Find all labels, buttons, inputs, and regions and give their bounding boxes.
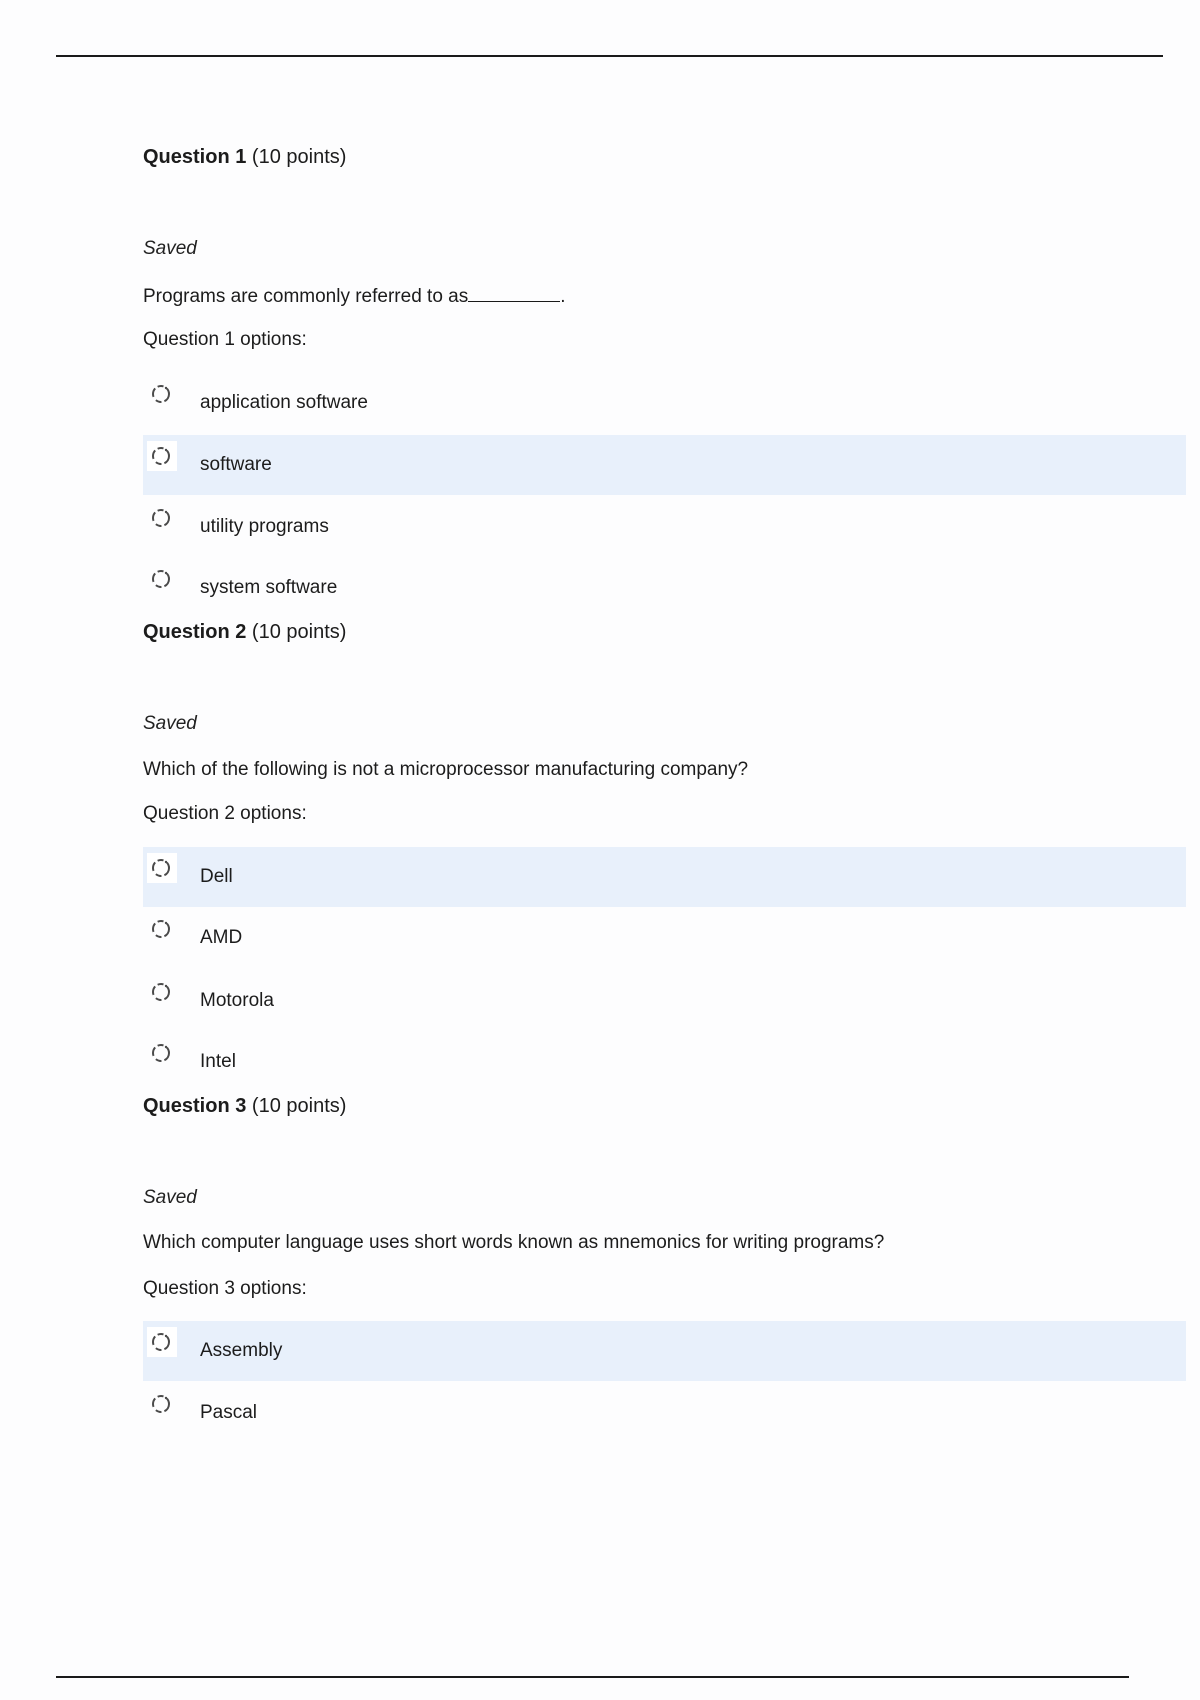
option-software[interactable] bbox=[143, 435, 1186, 495]
option-pascal[interactable] bbox=[143, 1383, 1186, 1443]
radio-button-icon[interactable] bbox=[147, 1038, 177, 1068]
saved-status: Saved bbox=[143, 1187, 197, 1208]
option-label: Intel bbox=[200, 1051, 236, 1072]
question-title: Question 1 bbox=[143, 146, 247, 168]
question-prompt bbox=[143, 283, 566, 309]
question-prompt: Which of the following is not a microprocessor manufacturing company? bbox=[143, 759, 749, 780]
option-application-software[interactable] bbox=[143, 373, 1186, 433]
radio-button-icon[interactable] bbox=[147, 503, 177, 533]
option-dell[interactable] bbox=[143, 847, 1186, 907]
bottom-divider bbox=[56, 1676, 1129, 1678]
fill-in-blank bbox=[468, 283, 560, 302]
question-heading bbox=[143, 1094, 346, 1118]
saved-status: Saved bbox=[143, 713, 197, 734]
question-prompt: Which computer language uses short words known as mnemonics for writing programs? bbox=[143, 1232, 885, 1253]
prompt-text: Programs are commonly referred to as bbox=[143, 286, 469, 307]
option-label: Dell bbox=[200, 866, 233, 887]
radio-button-icon[interactable] bbox=[147, 977, 177, 1007]
question-title: Question 2 bbox=[143, 621, 247, 643]
question-points: (10 points) bbox=[251, 621, 347, 643]
radio-button-icon[interactable] bbox=[147, 441, 177, 471]
option-motorola[interactable] bbox=[143, 971, 1186, 1031]
option-label: application software bbox=[200, 392, 368, 413]
option-label: utility programs bbox=[200, 516, 329, 537]
question-title: Question 3 bbox=[143, 1095, 247, 1117]
option-label: Motorola bbox=[200, 990, 274, 1011]
option-amd[interactable] bbox=[143, 908, 1186, 968]
options-label: Question 1 options: bbox=[143, 329, 307, 350]
radio-button-icon[interactable] bbox=[147, 914, 177, 944]
saved-status: Saved bbox=[143, 238, 197, 259]
option-label: system software bbox=[200, 577, 338, 598]
question-heading bbox=[143, 620, 346, 644]
question-heading bbox=[143, 145, 346, 169]
option-assembly[interactable] bbox=[143, 1321, 1186, 1381]
option-label: software bbox=[200, 454, 272, 475]
radio-button-icon[interactable] bbox=[147, 379, 177, 409]
options-label: Question 3 options: bbox=[143, 1278, 307, 1299]
prompt-end: . bbox=[560, 286, 566, 307]
radio-button-icon[interactable] bbox=[147, 853, 177, 883]
question-points: (10 points) bbox=[251, 146, 347, 168]
option-label: Pascal bbox=[200, 1402, 258, 1423]
radio-button-icon[interactable] bbox=[147, 564, 177, 594]
radio-button-icon[interactable] bbox=[147, 1327, 177, 1357]
option-system-software[interactable] bbox=[143, 558, 1186, 618]
option-label: Assembly bbox=[200, 1340, 283, 1361]
option-utility-programs[interactable] bbox=[143, 497, 1186, 557]
radio-button-icon[interactable] bbox=[147, 1389, 177, 1419]
option-intel[interactable] bbox=[143, 1032, 1186, 1092]
top-divider bbox=[56, 55, 1163, 57]
option-label: AMD bbox=[200, 927, 243, 948]
options-label: Question 2 options: bbox=[143, 803, 307, 824]
question-points: (10 points) bbox=[251, 1095, 347, 1117]
